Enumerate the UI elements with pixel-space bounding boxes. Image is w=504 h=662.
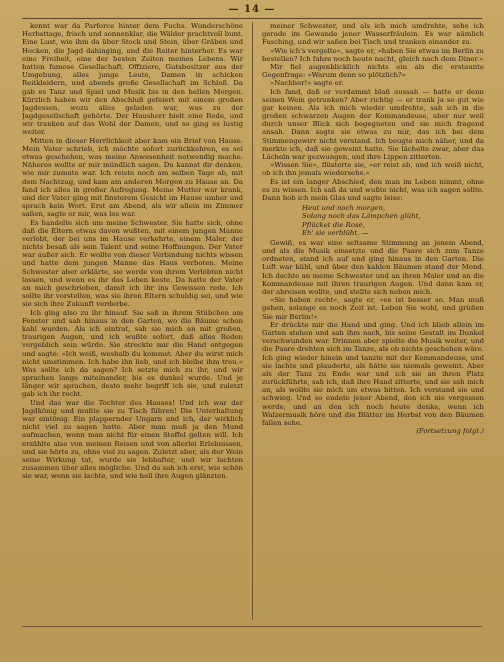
left-paragraph-1: kennt war da Parforce hinter dem Fuchs. Wunderschöne Herbsttage, frisch und sonnenklar, die Wälder prachtvoll bunt. Eine Lust, wie ihm da über Stock und Stein, über Gräben und Hecken, die Jagd dahinging, und die Reiter hinterher. Es war eine Freiheit, eine der besten Zeiten meines Lebens. Wir hatten famose Gesellschaft. Offiziere, Gutsbesitzer aus der Umgebung, alles junge Leute, Damen in schicken Reitkleidern, und abends große Gesellschaft im Schloß. Da gab es Tanz und Spiel und Musik bis in den hellen Morgen. Kürzlich haben wir den Abschluß gefeiert mit einem großen Jagdessen, wozu alles geladen war, was zu der Jagdgesellschaft gehörte. Der Hausherr hielt eine Rede, und wir tranken auf das Wohl der Damen, und so ging es lustig weiter. [22, 22, 243, 137]
left-column [22, 22, 243, 620]
column-divider [252, 22, 253, 620]
left-paragraph-5: Und das war die Tochter des Hauses! Und ich war der Jagdkönig und mußte sie zu Tisch führen! Die Unterhaltung war eintönig. Ein plappernder Ungarn und ich, der wirklich nicht viel zu sagen hatte. Aber man muß ja den Mund aufmachen, wenn man nicht für einen Stoffel gelten will. Ich erzählte also von meinen Reisen und von allerlei Erlebnissen, und sie hörte zu, ohne viel zu sagen. Zuletzt aber, als der Wein seine Wirkung tat, wurde sie lebhafter, und wir lachten zusammen über alles mögliche. Und da sah ich erst, wie schön sie war, wenn sie lachte, und wie hell ihre Augen glänzten. [22, 398, 243, 481]
left-paragraph-3: Es handelte sich um meine Schwester. Sie hatte sich, ohne daß die Eltern etwas davon wußten, mit einem jungen Manne verlobt, der bei uns im Hause verkehrte, einem Maler, der nichts besaß als sein Talent und seine Hoffnungen. Der Vater war außer sich. Er wollte von dieser Verbindung nichts wissen und hatte dem jungen Manne das Haus verboten. Meine Schwester aber erklärte, sie werde von ihrem Verlobten nicht lassen, und wenn es ihr das Leben koste. Da hatte der Vater an mich geschrieben, damit ich ihr ins Gewissen rede. Ich sollte ihr vorstellen, was sie ihren Eltern schuldig sei, und wie sie sich ihre Zukunft verderbe. [22, 218, 243, 309]
page-number: — 14 — [228, 4, 276, 15]
poem [302, 204, 484, 237]
poem-line: Pflücket die Rose, [302, 220, 365, 229]
right-paragraph-5: Ich fand, daß er verdammt blaß aussah — hatte er denn seinen Wein getrunken? Aber richtig — er trank ja so gut wie gar keinen. Als ich mich wieder umdrehte, sah ich in die großen schwarzen Augen der Kommandeuse, aber nur weil durch unser Blick sich begegneten und sie mich fragend ansah. Dann sagte sie etwas zu mir, das ich bei dem Stimmengewirr nicht verstand. Ich beugte mich näher, und da merkte ich, daß sie geweint hatte. Sie lächelte zwar, aber das Lächeln war gezwungen, und ihre Lippen zitterten. [262, 87, 484, 161]
right-column [262, 22, 484, 620]
header-rule [22, 18, 482, 19]
right-paragraph-2: »Wie ich's vergelte«, sagte er, »haben Sie etwas im Berlin zu bestellen? Ich fahre noch heute nacht, gleich nach dem Diner.« [262, 46, 484, 63]
poem-line: Heut und noch morgen, [302, 204, 386, 213]
right-paragraph-4: »Nachher!« sagte er. [270, 79, 344, 88]
left-paragraph-4: Ich ging also zu ihr hinauf. Sie saß in ihrem Stübchen am Fenster und sah hinaus in den Garten, wo die Bäume schon kahl wurden. Als ich eintrat, sah sie mich an mit großen, traurigen Augen, und ich wußte sofort, daß alles Reden vergeblich sein würde. Sie streckte mir die Hand entgegen und sagte: »Ich weiß, weshalb du kommst. Aber du wirst mich nicht umstimmen. Ich habe ihn lieb, und ich bleibe ihm treu.« Was sollte ich da sagen? Ich setzte mich zu ihr, und wir sprachen lange miteinander, bis es dunkel wurde. Und je länger wir sprachen, desto mehr begriff ich sie, und zuletzt gab ich ihr recht. [22, 308, 243, 399]
bottom-rule [22, 626, 482, 627]
left-paragraph-2: Mitten in dieser Herrlichkeit aber kam ein Brief von Hause. Mein Vater schrieb, ich möchte sofort zurückkehren, es sei etwas geschehen, was meine Anwesenheit notwendig mache. Näheres wollte er mir mündlich sagen. Du kannst dir denken, wie mir zumute war. Ich reiste noch am selben Tage ab, mit dem Nachtzug, und kam am anderen Morgen zu Hause an. Da fand ich alles in großer Aufregung. Meine Mutter war krank, und der Vater ging mit finsterem Gesicht im Hause umher und sprach kein Wort. Erst am Abend, als wir allein im Zimmer saßen, sagte er mir, was los war. [22, 136, 243, 219]
right-paragraph-7: Es ist ein langer Abschied, den man im Leben nimmt, ohne es zu wissen. Ich saß da und wußte nicht, was ich sagen sollte. Dann hob ich mein Glas und sagte leise: [262, 177, 484, 202]
right-paragraph-6: »Wissen Sie«, flüsterte sie, »er reist ab, und ich weiß nicht, ob ich ihn jemals wiedersehe.« [262, 161, 484, 178]
poem-line: Solang noch das Lämpchen glüht, [302, 212, 421, 221]
right-paragraph-9: »Sie haben recht«, sagte er, »es ist besser so. Man muß gehen, solange es noch Zeit ist. Leben Sie wohl, und grüßen Sie mir Berlin!« [262, 296, 484, 321]
poem-line: Eh' sie verblüht. — [302, 228, 369, 237]
right-paragraph-8: Gewiß, es war eine seltsame Stimmung an jenem Abend, und als die Musik einsetzte und die Paare sich zum Tanze ordneten, stand ich auf und ging hinaus in den Garten. Die Luft war kühl, und über den kahlen Bäumen stand der Mond. Ich dachte an meine Schwester und an ihren Maler und an die Kommandeuse mit ihren traurigen Augen. Und dann kam er, der abreisen wollte, und stellte sich neben mich. [262, 238, 484, 296]
right-paragraph-10: Er drückte mir die Hand und ging. Und ich blieb allein im Garten stehen und sah ihm nach, bis seine Gestalt im Dunkel verschwunden war. Drinnen aber spielte die Musik weiter, und die Paare drehten sich im Tanze, als ob nichts geschehen wäre. Ich ging wieder hinein und tanzte mit der Kommandeuse, und sie lachte und plauderte, als hätte sie niemals geweint. Aber als der Tanz zu Ende war und ich sie an ihren Platz zurückführte, sah ich, daß ihre Hand zitterte, und sie sah mich an, als wollte sie mich um etwas bitten. Ich verstand sie und schwieg. Und so endete jener Abend, den ich nie vergessen werde, und an den ich noch heute denke, wenn ich Walzermusik höre und die Blätter im Herbst von den Bäumen fallen sehe. [262, 320, 484, 427]
right-paragraph-3: Mir fiel augenblicklich nichts ein als die erstaunte Gegenfrage: »Warum denn so plötzlich?« [262, 62, 484, 80]
continued-note: (Fortsetzung folgt.) [416, 427, 484, 436]
right-paragraph-1: meiner Schwester, und als ich mich umdrehte, sehe ich gerade im Gewande jener Wasserfräulein. Es war nämlich Fasching, und wir saßen bei Tisch und tranken einander zu. [262, 22, 484, 47]
